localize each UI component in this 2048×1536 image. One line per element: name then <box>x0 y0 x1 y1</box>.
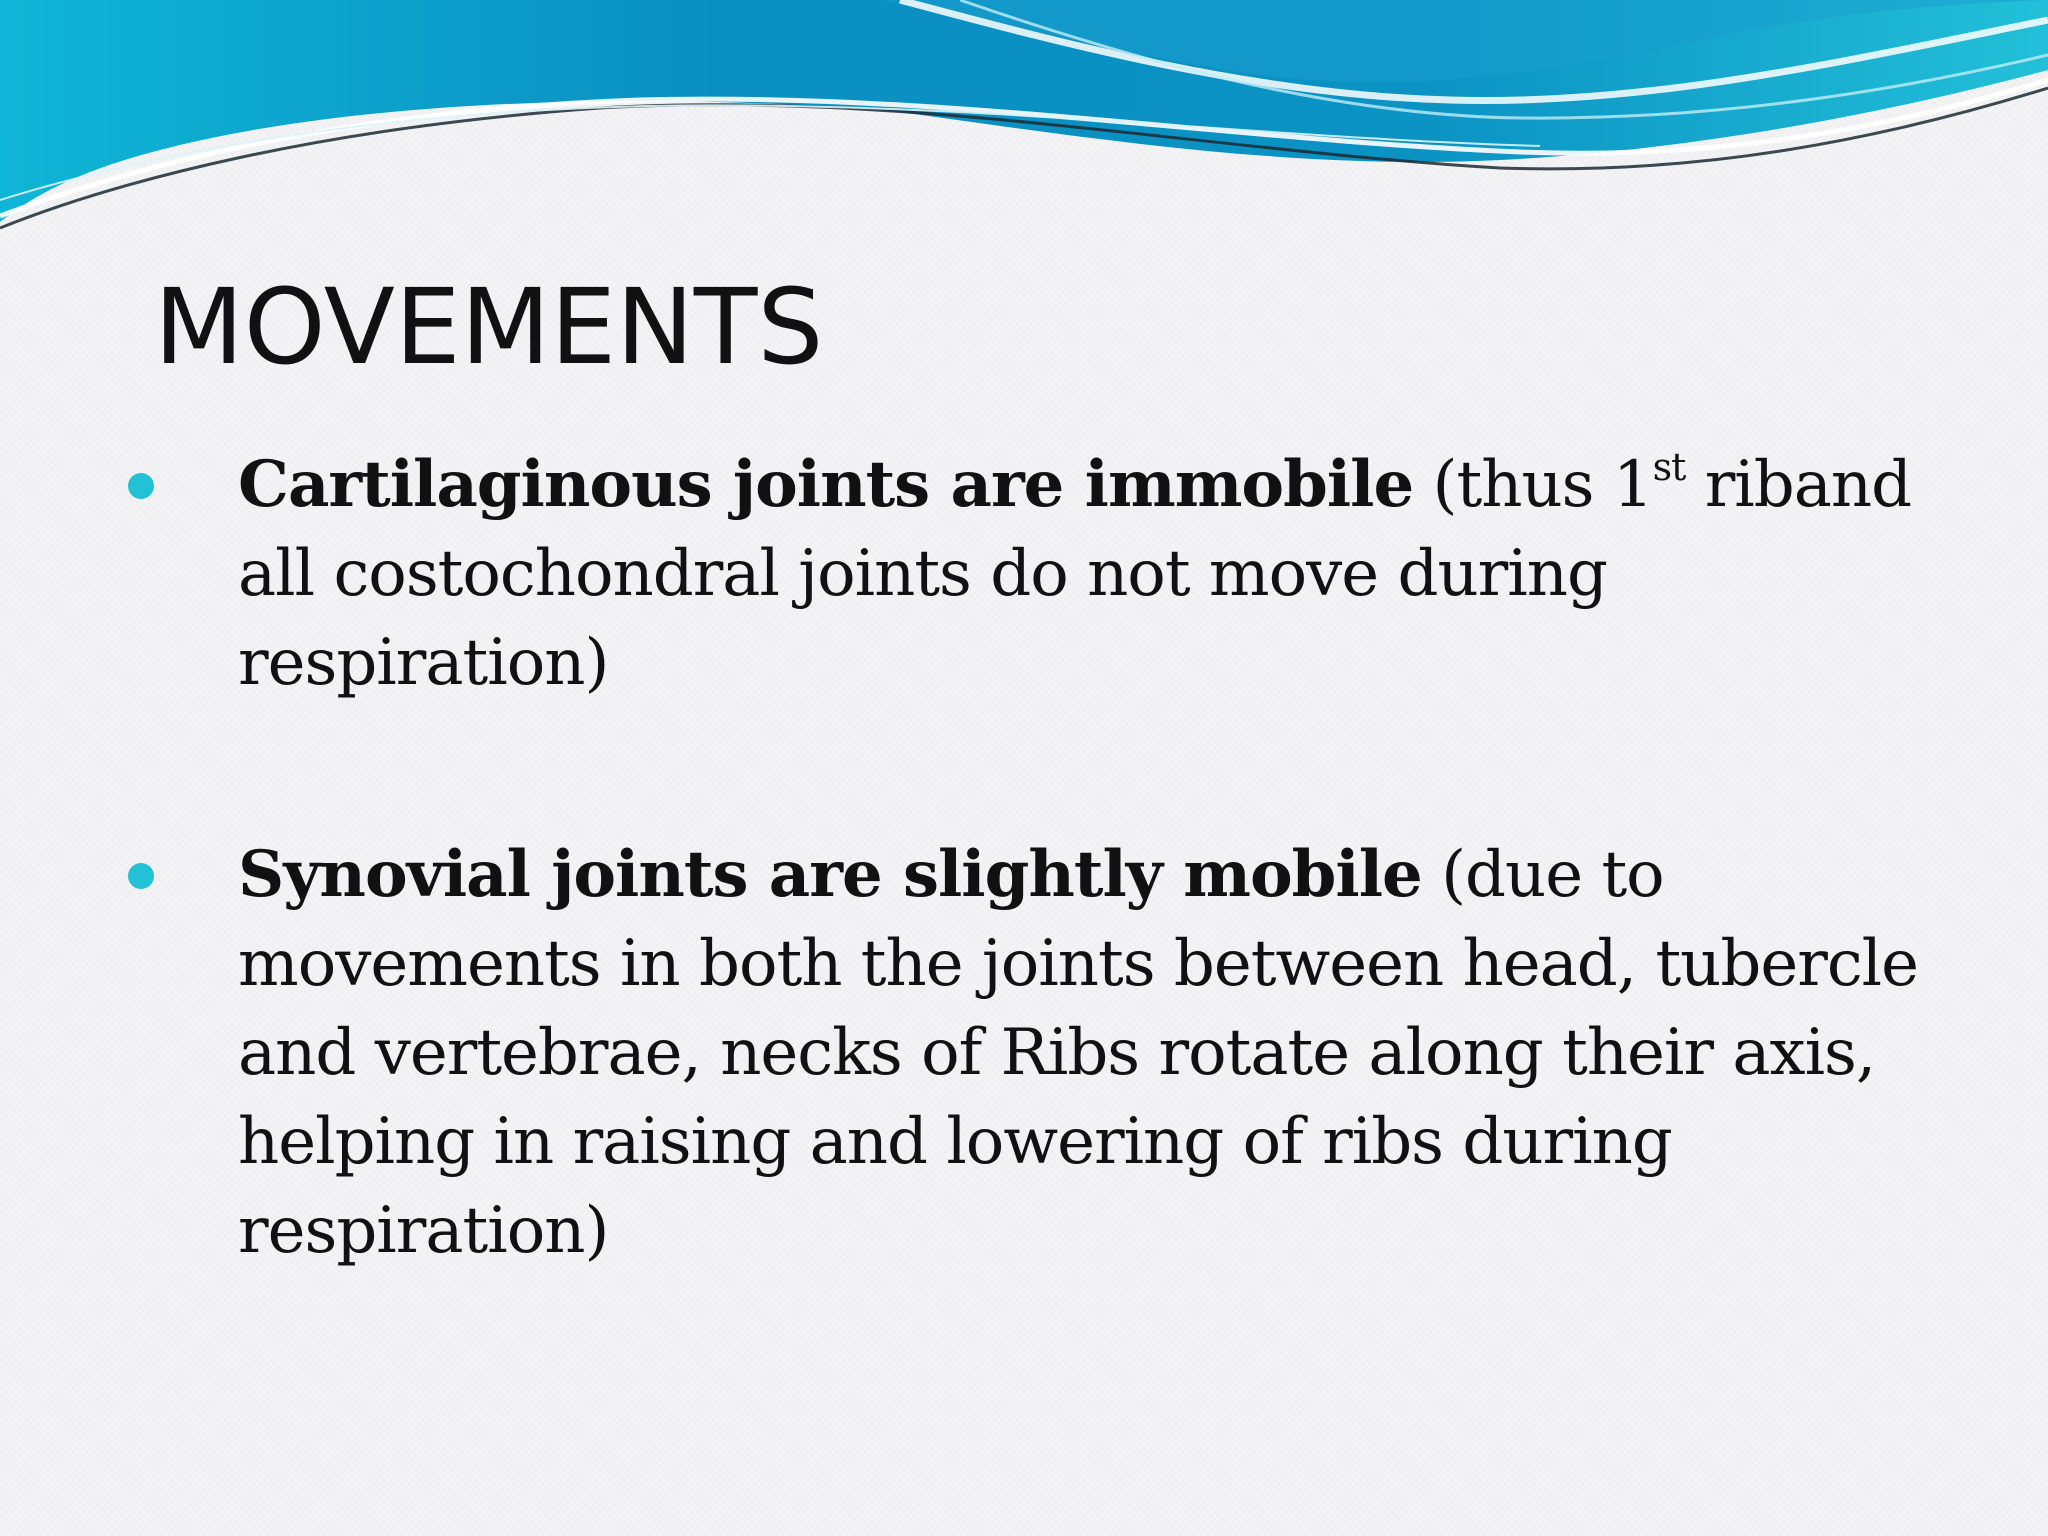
slide-title: MOVEMENTS <box>154 266 824 388</box>
bullet-bold-text: Cartilaginous joints are immobile <box>238 447 1414 522</box>
bullet-list <box>120 440 1960 1276</box>
superscript-ordinal: st <box>1652 444 1686 489</box>
bullet-bold-text: Synovial joints are slightly mobile <box>238 837 1422 912</box>
bullet-item-synovial <box>120 830 1960 1276</box>
bullet-dot-icon <box>128 473 154 499</box>
bullet-text: (due to movements in both the joints between head, tubercle and vertebrae, necks of Ribs rotate along their axis, helping in raising and lowering of ribs during respiration) <box>238 838 1918 1268</box>
bullet-item-cartilaginous <box>120 440 1960 708</box>
header-wave-decoration <box>0 0 2048 240</box>
bullet-dot-icon <box>128 863 154 889</box>
bullet-text-continued: riband all costochondral joints do not move during respiration) <box>238 448 1912 700</box>
bullet-text: (thus 1 <box>1413 448 1653 522</box>
